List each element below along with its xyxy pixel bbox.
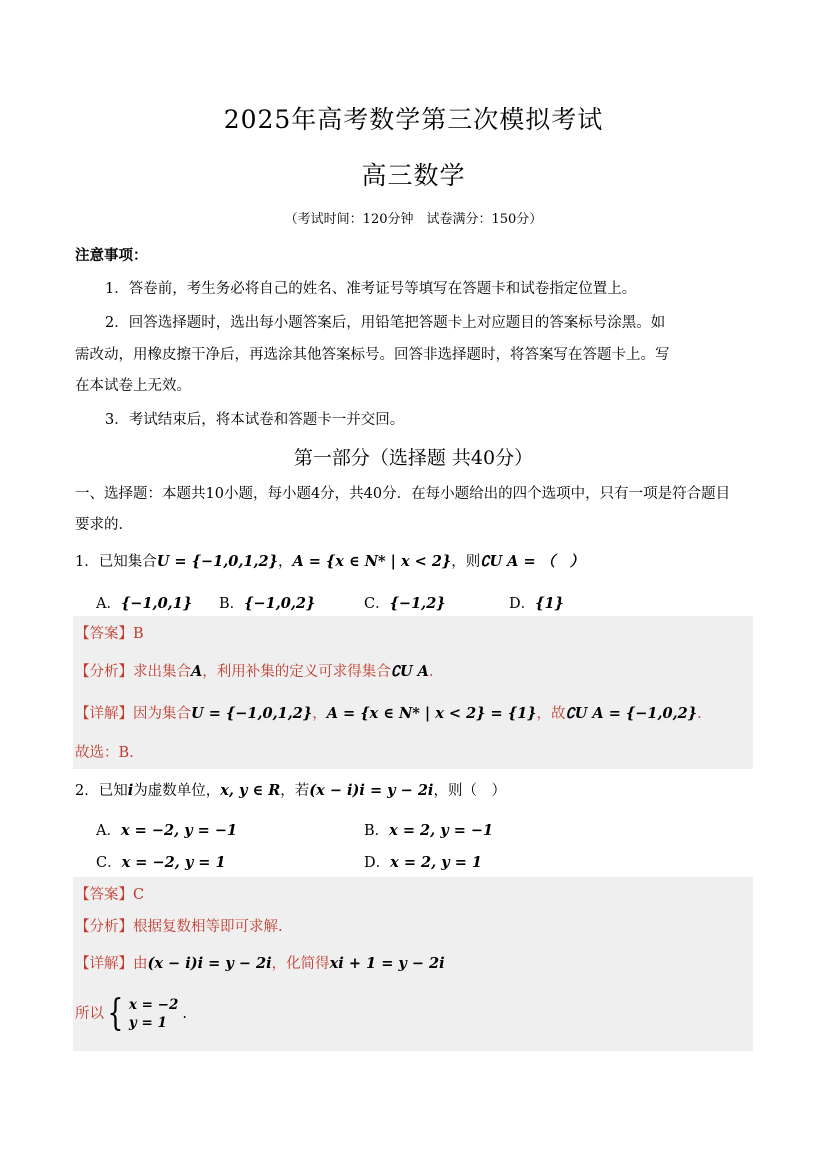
q1-set-u: U = {−1,0,1,2}: [156, 553, 278, 570]
q1-stem: [75, 552, 584, 572]
q2-system-line-1: x = −2: [128, 997, 179, 1013]
q1-option-a: [96, 592, 192, 613]
option-value: x = 2, y = −1: [389, 822, 494, 839]
q2-option-a: [96, 819, 237, 840]
q2-text: 为虚数单位，: [133, 783, 221, 799]
analysis-tag: 【分析】: [75, 919, 133, 935]
q2-analysis: [75, 917, 283, 937]
option-label: C．: [96, 855, 122, 871]
analysis-tag: 【分析】: [75, 664, 133, 680]
q2-answer: [75, 885, 144, 905]
option-value: {−1,0,2}: [244, 595, 316, 612]
detail-text: 因为集合: [133, 706, 191, 722]
option-value: {−1,0,1}: [120, 595, 193, 612]
part1-intro-line-2: 要求的．: [75, 517, 133, 533]
option-value: {−1,2}: [389, 595, 446, 612]
q2-option-d: [364, 851, 482, 872]
part1-intro-line-1: 一、选择题：本题共10小题，每小题4分，共40分．在每小题给出的四个选项中，只有一项是符合题目: [75, 486, 731, 502]
option-value: x = −2, y = −1: [120, 822, 238, 839]
q2-detail: [75, 954, 445, 974]
detail-math: xi + 1 = y − 2i: [329, 955, 445, 972]
detail-text: ，故: [536, 706, 566, 722]
q1-set-a: A = {x ∈ N* | x < 2}: [292, 553, 452, 570]
option-value: x = −2, y = 1: [121, 854, 226, 871]
option-label: D．: [364, 855, 391, 871]
exam-title: 2025年高考数学第三次模拟考试: [223, 105, 604, 134]
q1-option-d: [509, 592, 564, 613]
q2-system-lines: [129, 996, 178, 1032]
q2-so: 所以: [75, 1006, 104, 1022]
option-label: B．: [219, 596, 245, 612]
q1-analysis: [75, 662, 443, 682]
detail-text: ．: [697, 706, 712, 722]
option-label: B．: [364, 823, 390, 839]
analysis-math: A: [191, 663, 203, 680]
notes-item-1: 1．答卷前，考生务必将自己的姓名、准考证号等填写在答题卡和试卷指定位置上。: [105, 281, 637, 297]
option-label: C．: [364, 596, 390, 612]
detail-text: 由: [133, 956, 148, 972]
q2-option-b: [364, 819, 493, 840]
q1-conclusion: 故选：B.: [75, 745, 134, 761]
detail-math: (x − i)i = y − 2i: [147, 955, 272, 972]
detail-text: ，: [312, 706, 327, 722]
q2-xy: x, y ∈ R: [220, 782, 281, 799]
detail-tag: 【详解】: [75, 956, 133, 972]
q1-sep: ，: [277, 554, 293, 570]
q1-complement: ∁U A = （ ）: [480, 553, 585, 570]
detail-text: ，化简得: [271, 956, 330, 972]
notes-item-3: 3．考试结束后，将本试卷和答题卡一并交回。: [105, 412, 405, 428]
notes-item-2-line-2: 需改动，用橡皮擦干净后，再选涂其他答案标号。回答非选择题时，将答案写在答题卡上。写: [75, 347, 670, 363]
q2-system-line-2: y = 1: [128, 1015, 167, 1031]
option-label: D．: [509, 596, 536, 612]
answer-tag: 【答案】: [75, 887, 133, 903]
q1-number: 1．已知集合: [75, 554, 157, 570]
detail-math: U = {−1,0,1,2}: [191, 705, 313, 722]
option-value: {1}: [535, 595, 564, 612]
option-label: A．: [96, 596, 121, 612]
q1-detail: [75, 704, 712, 724]
q2-stem: [75, 781, 506, 801]
q2-text: ，则（ ）: [433, 783, 506, 799]
exam-meta: （考试时间：120分钟 试卷满分：150分）: [284, 212, 543, 227]
q1-option-b: [219, 592, 315, 613]
q2-equation: (x − i)i = y − 2i: [309, 782, 434, 799]
q2-i: i: [127, 782, 134, 799]
q1-option-c: [364, 592, 446, 613]
analysis-math: ∁U A: [390, 663, 429, 680]
q2-system: [75, 993, 187, 1034]
analysis-text: 根据复数相等即可求解.: [133, 919, 283, 935]
q2-text: ，若: [280, 783, 310, 799]
notes-item-2-line-1: 2．回答选择题时，选出每小题答案后，用铅笔把答题卡上对应题目的答案标号涂黑。如: [105, 315, 666, 331]
analysis-text: ．: [428, 664, 444, 680]
notes-heading: 注意事项：: [75, 247, 148, 264]
q1-answer: [75, 624, 144, 644]
q1-answer-box: [73, 616, 753, 769]
answer-value: C: [133, 887, 145, 903]
part1-heading: 第一部分（选择题 共40分）: [293, 447, 534, 469]
q2-system-end: .: [182, 1006, 187, 1022]
exam-subtitle: 高三数学: [361, 161, 466, 190]
answer-value: B: [133, 626, 144, 642]
option-value: x = 2, y = 1: [390, 854, 482, 871]
notes-item-2-line-3: 在本试卷上无效。: [75, 378, 191, 394]
q1-ask: ，则: [451, 554, 481, 570]
detail-math: A = {x ∈ N* | x < 2} = {1}: [326, 705, 537, 722]
q2-system-wrap: [75, 993, 187, 1034]
detail-tag: 【详解】: [75, 706, 133, 722]
detail-math: ∁U A = {−1,0,2}: [565, 705, 698, 722]
brace-icon: {: [107, 993, 124, 1034]
analysis-text: ，利用补集的定义可求得集合: [202, 664, 391, 680]
q2-number: 2．已知: [75, 783, 128, 799]
option-label: A．: [96, 823, 121, 839]
answer-tag: 【答案】: [75, 626, 133, 642]
analysis-text: 求出集合: [133, 664, 191, 680]
q2-option-c: [96, 851, 226, 872]
